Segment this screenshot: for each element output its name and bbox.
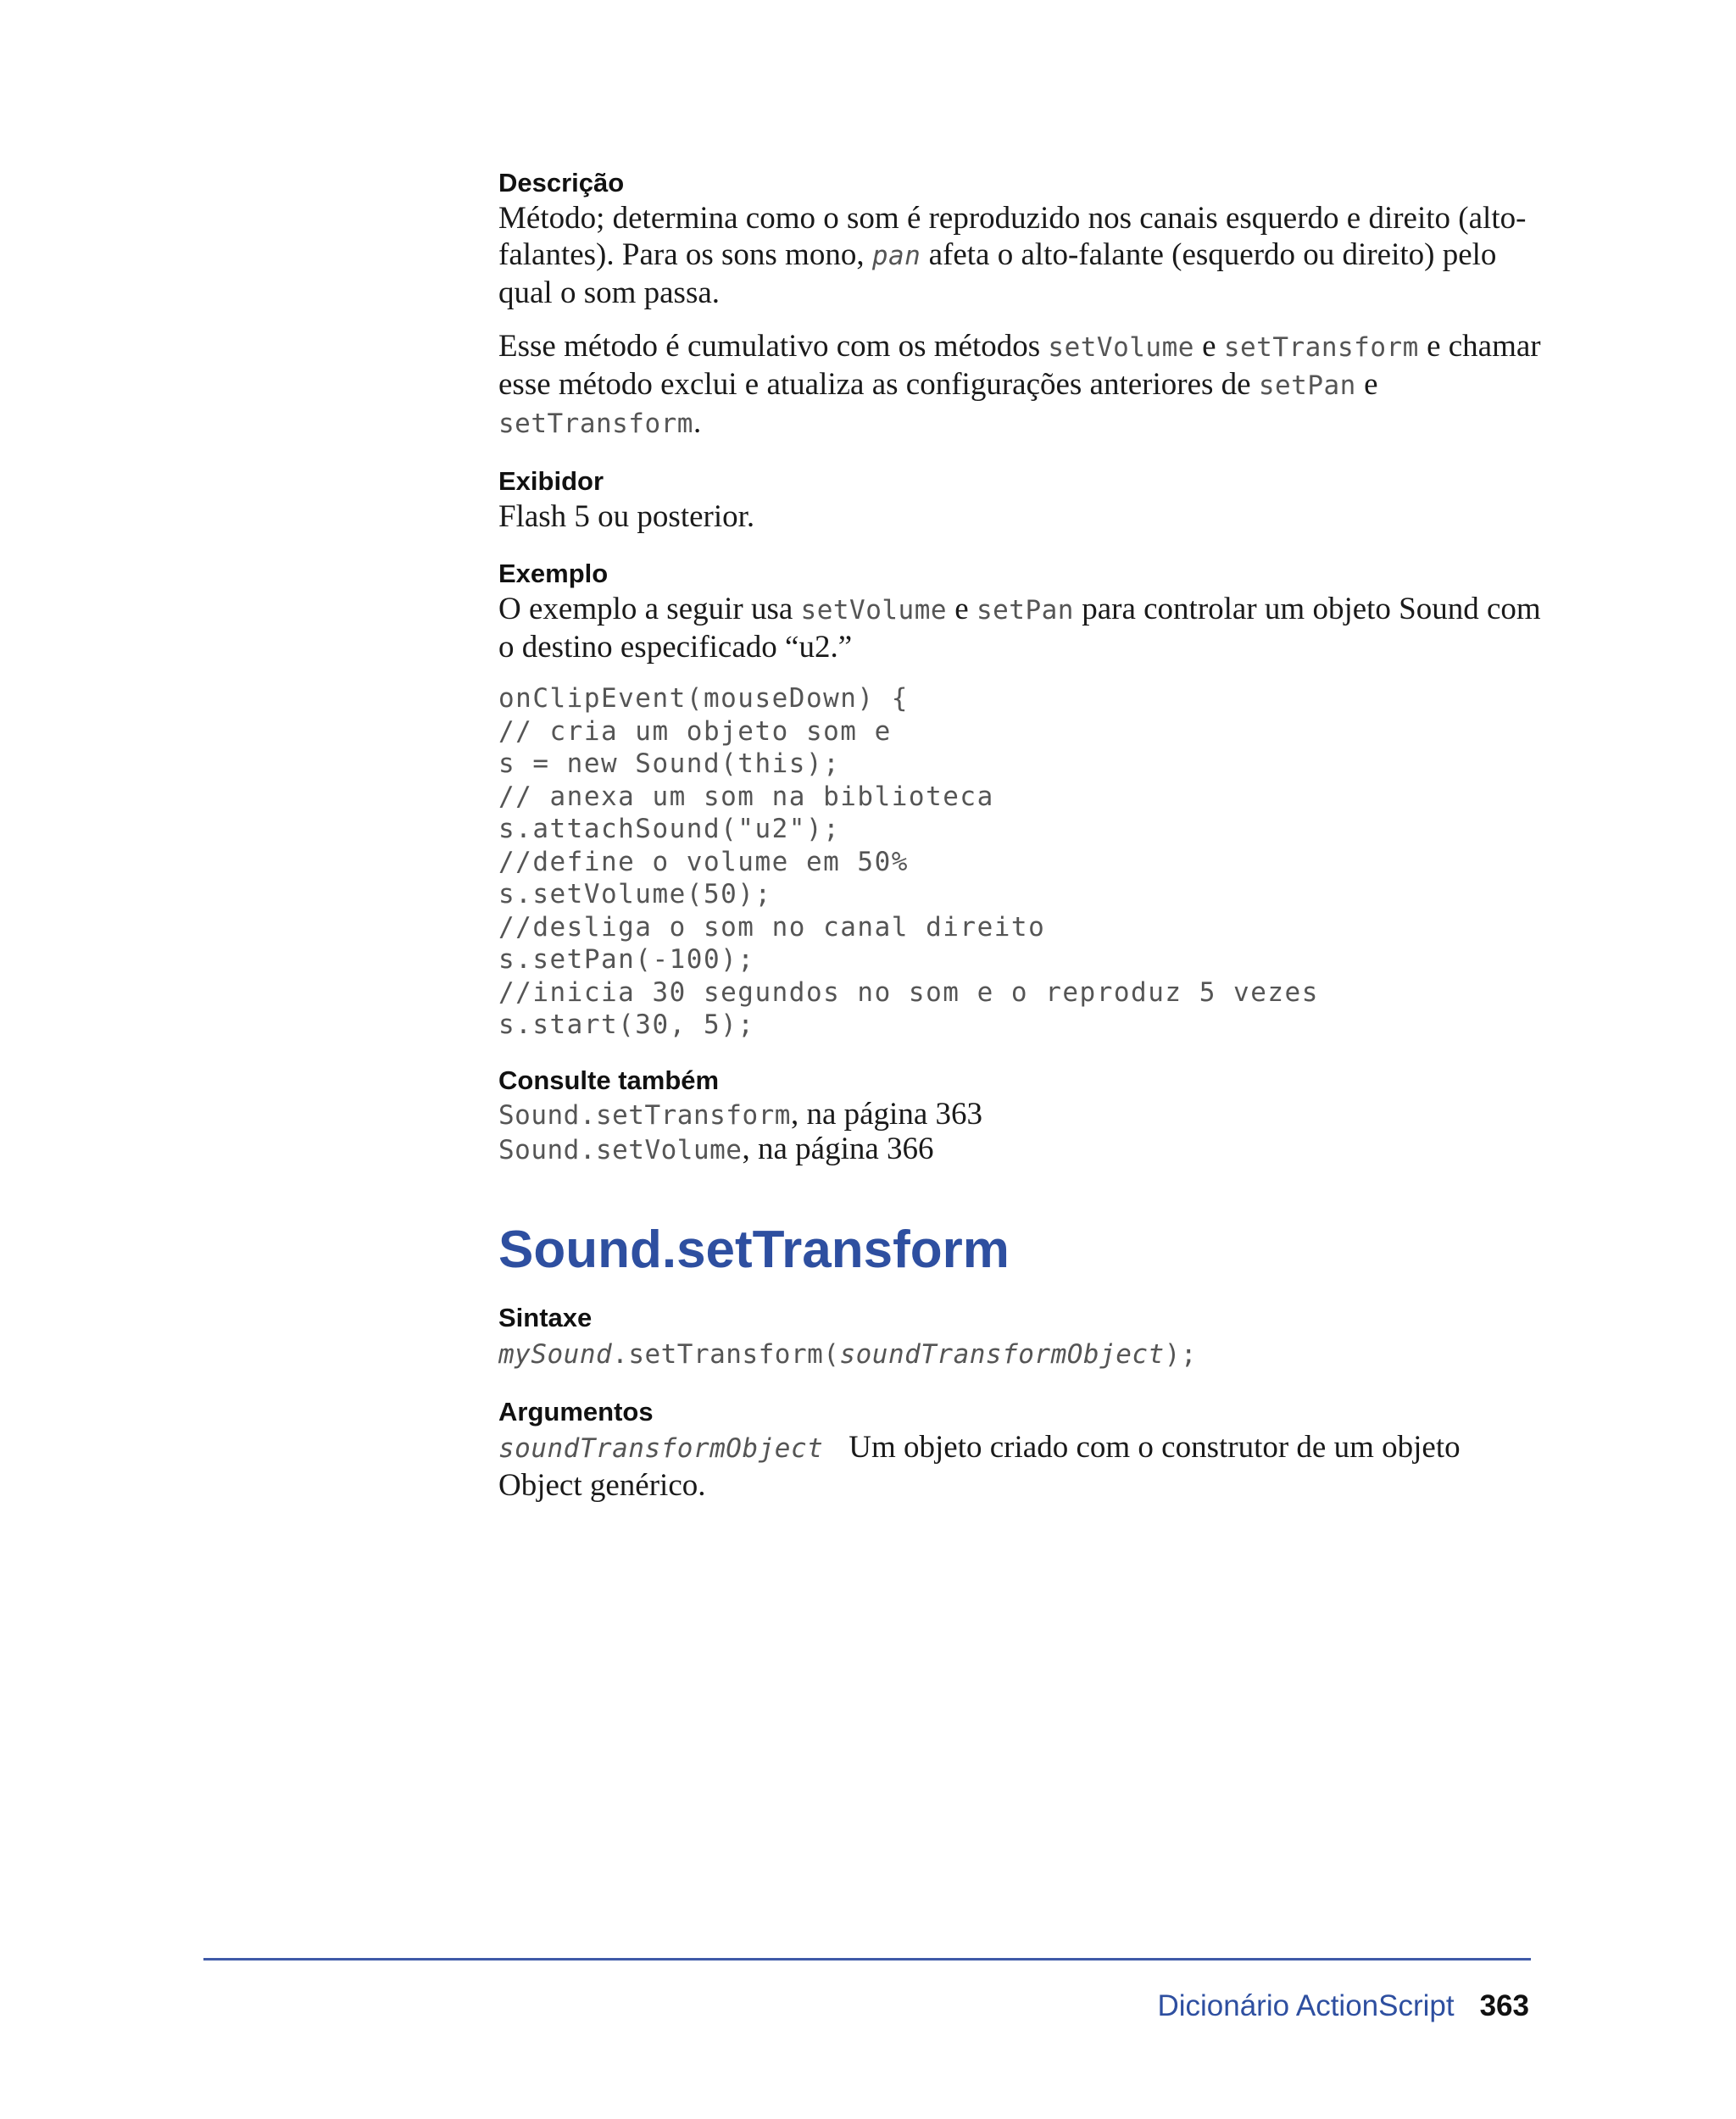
code-line: s = new Sound(this); <box>498 748 841 779</box>
sintaxe-heading: Sintaxe <box>498 1302 593 1332</box>
code-settransform: setTransform <box>498 409 693 439</box>
arg-name: soundTransformObject <box>498 1432 824 1464</box>
code-example <box>498 682 1541 1042</box>
footer-rule <box>203 1958 1531 1960</box>
code-line: //inicia 30 segundos no som e o reproduz 5 vezes <box>498 976 1319 1008</box>
code-setvolume: setVolume <box>800 595 948 626</box>
see-also-ref[interactable]: Sound.setVolume, na página 366 <box>498 1131 934 1166</box>
sintaxe-line: mySound.setTransform(soundTransformObject); <box>498 1338 1198 1370</box>
see-also-link[interactable]: Sound.setTransform <box>498 1099 791 1131</box>
page-footer <box>1157 1988 1529 2025</box>
exibidor-text: Flash 5 ou posterior. <box>498 499 755 534</box>
code-line: // anexa um som na biblioteca <box>498 781 994 812</box>
code-setpan: setPan <box>976 595 1074 626</box>
code-setvolume: setVolume <box>1048 332 1194 363</box>
footer-title: Dicionário ActionScript <box>1157 1989 1455 2022</box>
exemplo-heading: Exemplo <box>498 559 609 588</box>
code-line: s.setPan(-100); <box>498 944 755 975</box>
code-setpan: setPan <box>1258 370 1356 401</box>
code-line: //define o volume em 50% <box>498 846 909 877</box>
page-number: 363 <box>1479 1989 1529 2022</box>
code-line: s.attachSound("u2"); <box>498 814 841 844</box>
main-content <box>498 166 1541 1504</box>
code-line: onClipEvent(mouseDown) { <box>498 683 909 714</box>
argumentos-heading: Argumentos <box>498 1396 654 1427</box>
descricao-heading: Descrição <box>498 168 625 197</box>
argument-description: soundTransformObject Um objeto criado com o construtor de um objeto Object genérico. <box>498 1429 1461 1503</box>
descricao-paragraph-1: Método; determina como o som é reproduzido nos canais esquerdo e direito (alto-falantes). Para os sons mono, pan afeta o alto-falante (esquerdo ou direito) pelo qual o som passa. <box>498 201 1527 310</box>
code-line: s.start(30, 5); <box>498 1009 755 1040</box>
code-pan: pan <box>871 241 921 271</box>
consulte-heading: Consulte também <box>498 1065 720 1095</box>
descricao-paragraph-2: Esse método é cumulativo com os métodos setVolume e setTransform e chamar esse método exclui e atualiza as configurações anteriores de setPan e setTransform. <box>498 329 1541 440</box>
code-settransform: setTransform <box>1223 332 1419 363</box>
see-also-link[interactable]: Sound.setVolume <box>498 1134 743 1165</box>
exibidor-heading: Exibidor <box>498 466 604 496</box>
exemplo-paragraph: O exemplo a seguir usa setVolume e setPan para controlar um objeto Sound com o destino especificado “u2.” <box>498 592 1541 665</box>
code-line: s.setVolume(50); <box>498 879 772 909</box>
code-line: // cria um objeto som e <box>498 715 892 747</box>
code-line: //desliga o som no canal direito <box>498 911 1046 943</box>
section-title: Sound.setTransform <box>498 1220 1010 1279</box>
see-also-ref[interactable]: Sound.setTransform, na página 363 <box>498 1096 982 1132</box>
